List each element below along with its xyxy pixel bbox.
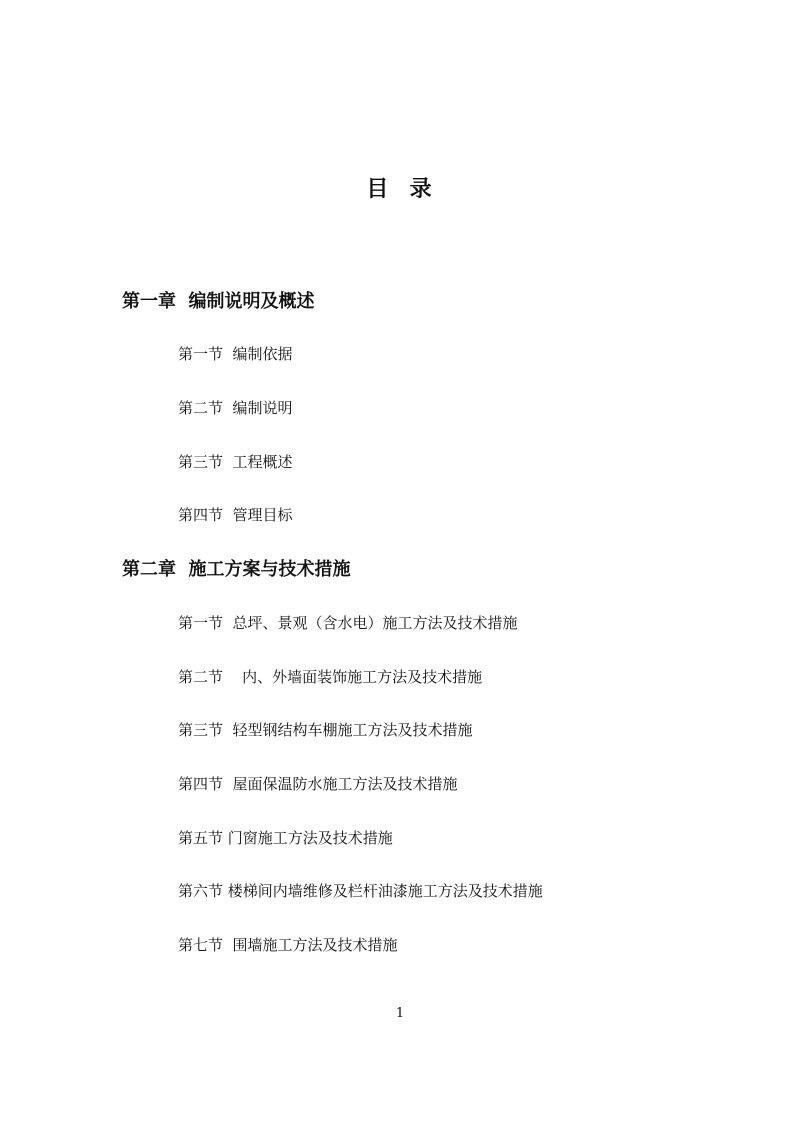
chapter-heading: 第二章 施工方案与技术措施: [122, 559, 351, 580]
toc-entry: 第五节 门窗施工方法及技术措施: [178, 829, 393, 847]
toc-title: 目 录: [366, 177, 434, 202]
toc-entry: 第四节 屋面保温防水施工方法及技术措施: [178, 775, 458, 793]
chapter-heading: 第一章 编制说明及概述: [122, 291, 315, 312]
toc-entry: 第一节 编制依据: [178, 345, 293, 363]
toc-entry: 第三节 轻型钢结构车棚施工方法及技术措施: [178, 721, 473, 739]
toc-entry: 第一节 总坪、景观（含水电）施工方法及技术措施: [178, 614, 518, 632]
toc-entry: 第二节 内、外墙面装饰施工方法及技术措施: [178, 668, 483, 686]
toc-entry: 第三节 工程概述: [178, 453, 293, 471]
toc-entry: 第二节 编制说明: [178, 399, 293, 417]
page-number: 1: [395, 1006, 405, 1021]
toc-entry: 第四节 管理目标: [178, 506, 293, 524]
toc-entry: 第七节 围墙施工方法及技术措施: [178, 936, 398, 954]
toc-entry: 第六节 楼梯间内墙维修及栏杆油漆施工方法及技术措施: [178, 882, 543, 900]
